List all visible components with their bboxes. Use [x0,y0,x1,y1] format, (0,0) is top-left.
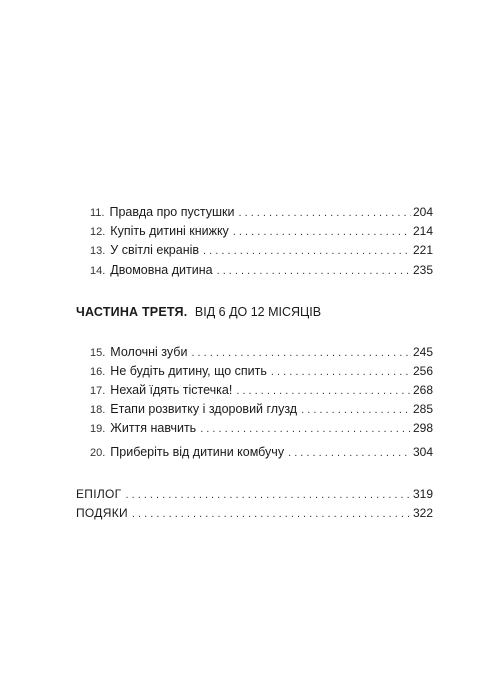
dot-leader [238,205,411,221]
page-number: 235 [412,263,433,277]
chapter-title: Життя навчить [110,421,197,435]
chapter-title: Етапи розвитку і здоровий глузд [110,402,298,416]
page-number: 256 [412,364,433,378]
chapter-number: 15. [90,347,106,359]
section-title: ЕПІЛОГ [76,487,122,501]
toc-entry-19 [90,420,433,437]
toc-entry-13 [90,242,433,259]
dot-leader [288,445,411,461]
chapter-title: Двомовна дитина [110,263,213,277]
chapter-number: 14. [90,265,106,277]
page-number: 304 [412,445,433,459]
part-age-range: ВІД 6 ДО 12 МІСЯЦІВ [194,305,322,319]
part-label: ЧАСТИНА ТРЕТЯ. [76,305,188,319]
chapter-title: Правда про пустушки [109,205,235,219]
page-number: 268 [412,383,433,397]
toc-entry-15 [90,344,433,361]
toc-entry-16 [90,363,433,380]
page-number: 214 [412,224,433,238]
part-heading [76,304,321,320]
chapter-title: Молочні зуби [110,345,188,359]
toc-entry-epilogue [76,486,433,503]
chapter-number: 18. [90,404,106,416]
dot-leader [301,402,411,418]
page-number: 221 [412,243,433,257]
chapter-title: Не будіть дитину, що спить [110,364,267,378]
toc-entry-12 [90,223,433,240]
page-number: 322 [412,506,433,520]
chapter-title: У світлі екранів [110,243,200,257]
toc-entry-20 [90,444,433,461]
chapter-number: 20. [90,447,106,459]
toc-entry-18 [90,401,433,418]
chapter-number: 13. [90,245,106,257]
dot-leader [233,224,411,240]
chapter-title: Купіть дитині книжку [110,224,229,238]
page-number: 245 [412,345,433,359]
dot-leader [125,487,410,503]
chapter-number: 19. [90,423,106,435]
dot-leader [271,364,411,380]
section-title: ПОДЯКИ [76,506,128,520]
dot-leader [203,243,411,259]
dot-leader [132,506,411,522]
toc-entry-acknowledgements [76,505,433,522]
page-number: 298 [412,421,433,435]
toc-entry-11 [90,204,433,221]
chapter-number: 12. [90,226,106,238]
dot-leader [236,383,411,399]
chapter-number: 11. [90,207,105,219]
dot-leader [200,421,411,437]
toc-entry-17 [90,382,433,399]
chapter-title: Нехай їдять тістечка! [110,383,233,397]
dot-leader [217,263,411,279]
page-number: 285 [412,402,433,416]
toc-entry-14 [90,262,433,279]
page-number: 319 [412,487,433,501]
page-number: 204 [412,205,433,219]
chapter-number: 17. [90,385,106,397]
chapter-number: 16. [90,366,106,378]
chapter-title: Приберіть від дитини комбучу [110,445,285,459]
dot-leader [191,345,411,361]
